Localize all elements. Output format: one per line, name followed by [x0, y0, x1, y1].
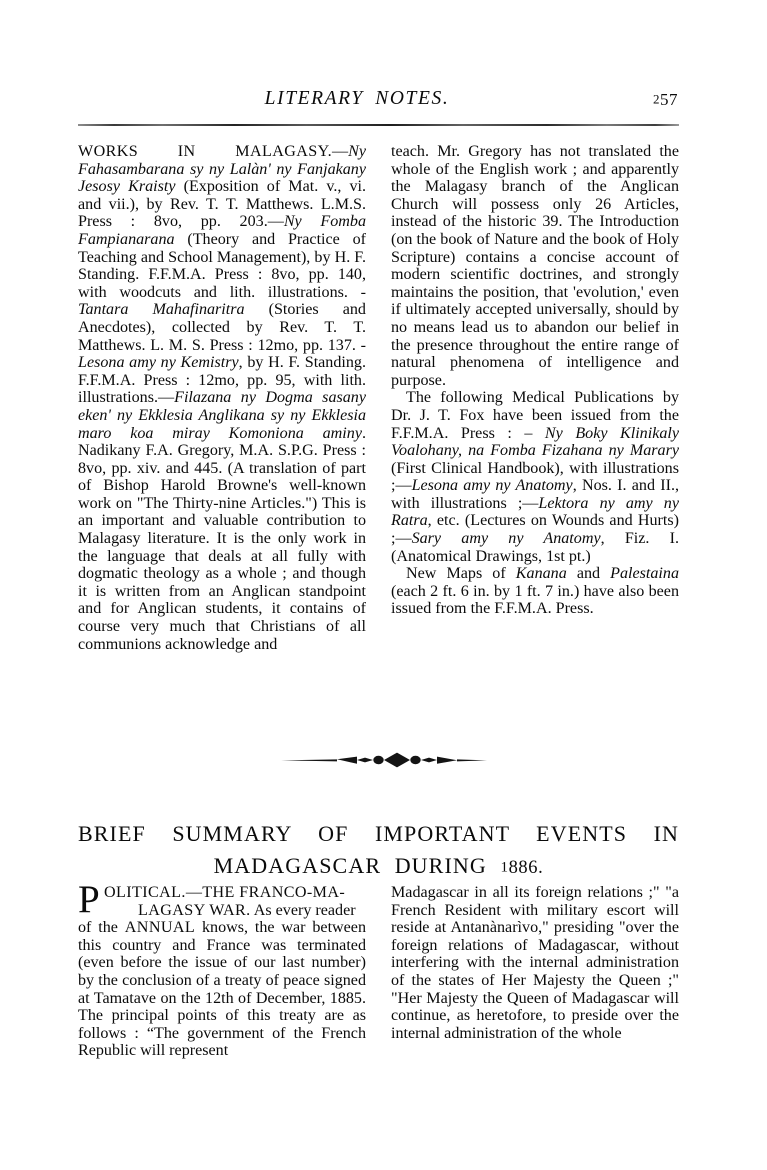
- summary-column-right: [391, 884, 679, 1042]
- paragraph-new-maps: New Maps of Kanana and Palestaina (each 2 ft. 6 in. by 1 ft. 7 in.) have also been issued from the F.F.M.A. Press.: [391, 565, 679, 618]
- section-heading-line-1: BRIEF SUMMARY OF IMPORTANT EVENTS IN: [78, 821, 679, 846]
- summary-left-body: of the ANNUAL knows, the war between this country and France was terminated (even before the issue of our last number) by the conclusion of a treaty of peace signed at Tamatave on the 12th of December, 1885. The principal points of this treaty are as follows : “The government of the French Republic will represent: [78, 919, 366, 1060]
- runin-heading-line-1: OLITICAL.—THE FRANCO-MA-: [104, 884, 346, 901]
- column-right: [391, 143, 679, 618]
- runin-heading-line-2-wrap: [78, 902, 366, 920]
- summary-left-text-start: As every reader: [253, 901, 356, 919]
- book-title: Sary amy ny Anatomy: [411, 530, 601, 548]
- book-title: Tantara Mahafinaritra: [78, 301, 245, 319]
- page-number-superior: 2: [653, 91, 660, 107]
- paragraph-body: —Ny Fahasambarana sy ny Lalàn' ny Fanjakany Jesosy Kraisty (Exposition of Mat. v., vi. and vii.), by Rev. T. T. Matthews. L.M.S. Press : 8vo, pp. 203.—Ny Fomba Fampianarana (Theory and Practice of Teaching and School Management), by H. F. Standing. F.F.M.A. Press : 8vo, pp. 140, with woodcuts and lith. illustrations. - Tantara Mahafinaritra (Stories and Anecdotes), collected by Rev. T. T. Matthews. L. M. S. Press : 12mo, pp. 137. - Lesona amy ny Kemistry, by H. F. Standing. F.F.M.A. Press : 12mo, pp. 95, with lith. illustrations.—Filazana ny Dogma sasany eken' ny Ekklesia Anglikana sy ny Ekklesia maro koa miray Komoniona aminy. Nadikany F.A. Gregory, M.A. S.P.G. Press : 8vo, pp. xiv. and 445. (A translation of part of Bishop Harold Browne's well-known work on "The Thirty-nine Articles.") This is an important and valuable contribution to Malagasy literature. It is the only work in the language that deals at all fully with dogmatic theology as a whole ; and though it is written from an Anglican standpoint and for Anglican students, it contains of course very much that Christians of all communions acknowledge and: [78, 143, 367, 653]
- section-divider: [0, 742, 767, 778]
- book-title: Lesona amy ny Kemistry: [78, 354, 239, 372]
- runin-heading: WORKS IN MALAGASY.: [78, 143, 333, 160]
- year-superior: 1: [500, 859, 509, 876]
- diamond-rule-ornament-icon: [279, 747, 489, 773]
- section-heading-year: [500, 858, 543, 878]
- column-left: [78, 143, 366, 653]
- section-heading-line-2: [214, 853, 544, 878]
- running-head: [78, 88, 678, 116]
- summary-right-body: Madagascar in all its foreign relations ;" "a French Resident with military escort will reside at Antanànarìvo," presiding "over the foreign relations of Madagascar, without interfering with the internal administration of the states of Her Majesty the Queen ;" "Her Majesty the Queen of Madagascar will continue, as heretofore, to preside over the internal administration of the whole: [391, 884, 679, 1042]
- paragraph-political: [78, 878, 366, 921]
- book-title: Palestaina: [610, 565, 679, 583]
- annual-smallcaps: ANNUAL: [124, 919, 196, 937]
- book-title: Ny Boky Klinikaly Voalohany, na Fomba Fizahana ny Marary: [391, 424, 679, 460]
- book-title: Lektora ny amy ny Ratra: [391, 494, 679, 530]
- paragraph-continuation: teach. Mr. Gregory has not translated the whole of the English work ; and apparently the Malagasy branch of the Anglican Church will possess only 26 Articles, instead of the historic 39. The Introduction (on the book of Nature and the book of Holy Scripture) contains a concise account of modern scientific doctrines, and strongly maintains the position, that 'evolution,' even if ultimately accepted universally, should by no means lead us to abandon our belief in the presence throughout the entire range of natural phenomena of intelligence and purpose.: [391, 143, 679, 389]
- dropcap-block: [78, 878, 366, 1060]
- page-number: [653, 90, 678, 110]
- drop-cap: P: [78, 878, 100, 921]
- book-title: Kanana: [515, 565, 567, 583]
- book-title: Ny Fahasambarana sy ny Lalàn' ny Fanjakany Jesosy Kraisty: [78, 143, 366, 196]
- paragraph-works-in-malagasy: [78, 143, 366, 653]
- book-title: Ny Fomba Fampianarana: [78, 213, 366, 248]
- section-heading-line-2-text: MADAGASCAR DURING: [213, 853, 487, 878]
- running-head-title: LITERARY NOTES.: [264, 88, 450, 109]
- section-heading: [78, 818, 679, 884]
- paragraph-medical-publications: The following Medical Publications by Dr. J. T. Fox have been issued from the F.F.M.A. Press : – Ny Boky Klinikaly Voalohany, na Fomba Fizahana ny Marary (First Clinical Handbook), with illustrations ;—Lesona amy ny Anatomy, Nos. I. and II., with illustrations ;—Lektora ny amy ny Ratra, etc. (Lectures on Wounds and Hurts) ;—Sary amy ny Anatomy, Fiz. I. (Anatomical Drawings, 1st pt.): [391, 389, 679, 565]
- runin-heading-line-2: LAGASY WAR.: [138, 901, 251, 919]
- header-rule: [78, 124, 679, 126]
- book-title: Lesona amy ny Anatomy: [411, 477, 573, 495]
- page-number-rest: 57: [660, 90, 678, 109]
- year-rest: 886.: [508, 858, 544, 878]
- summary-column-left: [78, 878, 366, 1060]
- book-title: Filazana ny Dogma sasany eken' ny Ekklesia Anglikana sy ny Ekklesia maro koa miray Komoniona aminy: [78, 389, 366, 442]
